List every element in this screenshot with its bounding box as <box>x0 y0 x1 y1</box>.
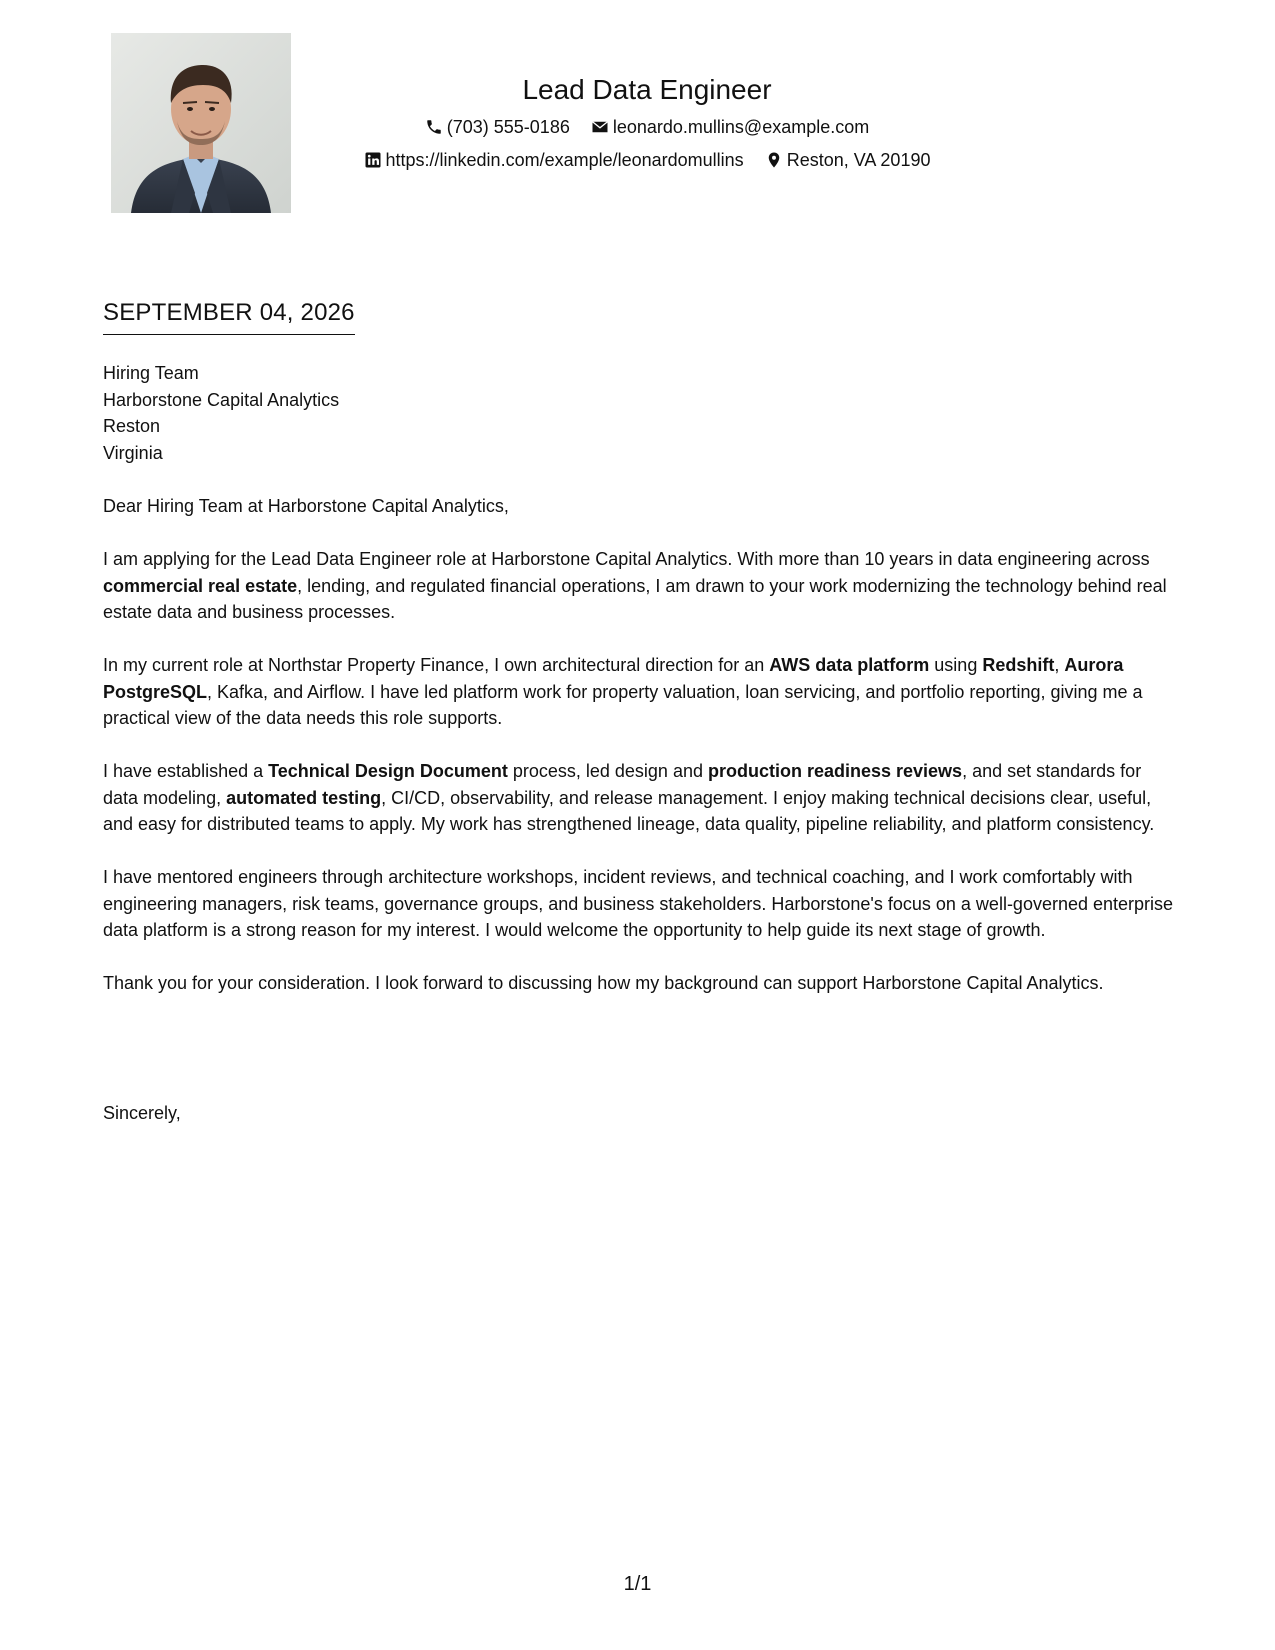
location-contact <box>765 145 931 175</box>
paragraph-3 <box>103 758 1175 838</box>
closing: Sincerely, <box>103 1103 181 1123</box>
text-run: , CI/CD, observability, and release management. I enjoy making technical decisions clear, useful, and easy for distributed teams to apply. My work has strengthened lineage, data quality, pipeline reliability, and platform consistency. <box>103 787 1155 834</box>
highlight: AWS data platform <box>769 655 930 675</box>
contact-line-2 <box>300 145 994 178</box>
text-run: , and set standards for data modeling, <box>103 761 1142 808</box>
text-run: , Kafka, and Airflow. I have led platform work for property valuation, loan servicing, and portfolio reporting, giving me a practical view of the data needs this role supports. <box>103 681 1143 728</box>
map-pin-icon <box>765 151 783 169</box>
text-run: using <box>929 655 983 675</box>
recipient-name: Hiring Team <box>103 363 199 383</box>
text-run: I am applying for the Lead Data Engineer role at Harborstone Capital Analytics. With more than 10 years in data engineering across <box>103 549 1150 569</box>
paragraph-1 <box>103 546 1175 626</box>
highlight: production readiness reviews <box>707 761 963 781</box>
highlight: Aurora PostgreSQL <box>103 655 1124 702</box>
text-run: , lending, and regulated financial operations, I am drawn to your work modernizing the technology behind real estate data and business processes. <box>103 575 1167 622</box>
header <box>300 68 994 178</box>
recipient-city: Reston <box>103 416 161 436</box>
highlight: commercial real estate <box>103 575 298 596</box>
phone-contact <box>425 112 570 142</box>
phone-number: (703) 555-0186 <box>446 117 570 137</box>
portrait-image <box>111 33 291 213</box>
letter-body <box>103 493 1175 1023</box>
recipient-state: Virginia <box>103 442 163 463</box>
highlight: Technical Design Document <box>268 761 508 781</box>
recipient-company: Harborstone Capital Analytics <box>103 389 340 410</box>
text-run: I have established a <box>103 761 269 781</box>
linkedin-icon <box>364 151 382 169</box>
paragraph-2 <box>103 652 1175 732</box>
paragraph-5: Thank you for your consideration. I look forward to discussing how my background can support Harborstone Capital Analytics. <box>103 973 1104 993</box>
letter-date: SEPTEMBER 04, 2026 <box>103 296 355 335</box>
linkedin-contact[interactable] <box>364 145 744 175</box>
profile-photo <box>111 33 291 213</box>
email-contact[interactable] <box>591 112 869 142</box>
location-text: Reston, VA 20190 <box>786 150 931 170</box>
envelope-icon <box>591 118 609 136</box>
text-run: In my current role at Northstar Property Finance, I own architectural direction for an <box>103 655 770 675</box>
highlight: automated testing <box>226 787 382 808</box>
highlight: Redshift <box>982 655 1055 675</box>
linkedin-url[interactable]: https://linkedin.com/example/leonardomullins <box>385 150 744 170</box>
phone-icon <box>425 118 443 136</box>
text-run: , <box>1054 655 1065 675</box>
salutation: Dear Hiring Team at Harborstone Capital Analytics, <box>103 496 509 516</box>
paragraph-4: I have mentored engineers through architecture workshops, incident reviews, and technical coaching, and I work comfortably with engineering managers, risk teams, governance groups, and business stakeholders. Harborstone's focus on a well-governed enterprise data platform is a strong reason for my interest. I would welcome the opportunity to help guide its next stage of growth. <box>103 867 1174 940</box>
recipient-block <box>103 360 339 466</box>
email-address[interactable]: leonardo.mullins@example.com <box>612 117 870 137</box>
text-run: process, led design and <box>507 761 708 781</box>
page-number: 1/1 <box>623 1573 652 1595</box>
job-title: Lead Data Engineer <box>522 74 772 105</box>
contact-line-1 <box>300 112 994 145</box>
